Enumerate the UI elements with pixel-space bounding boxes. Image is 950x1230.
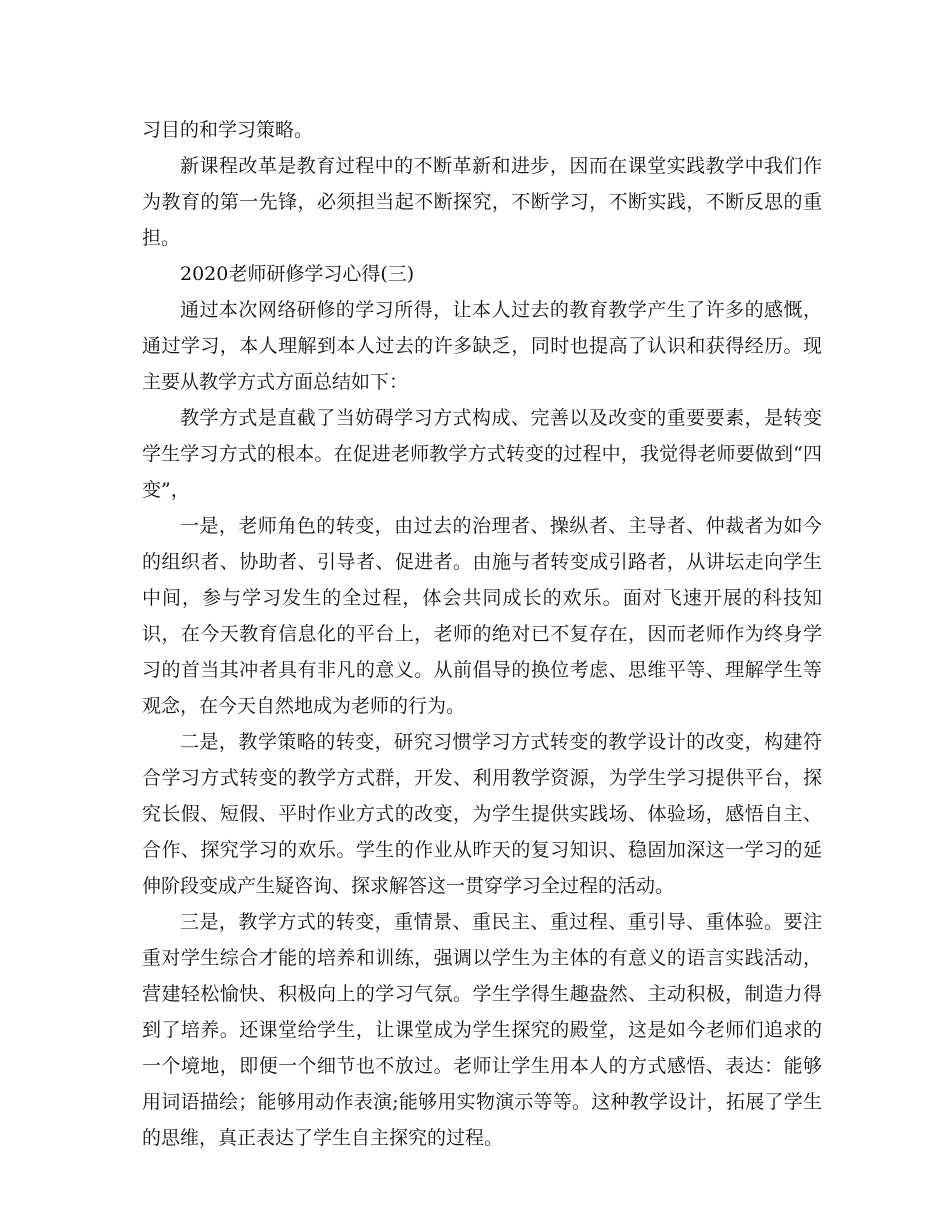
paragraph-teaching-method: 教学方式是直截了当妨碍学习方式构成、完善以及改变的重要要素，是转变学生学习方式的根本。在促进老师教学方式转变的过程中，我觉得老师要做到“四变”， bbox=[142, 407, 822, 501]
paragraph-third-change: 三是，教学方式的转变，重情景、重民主、重过程、重引导、重体验。要注重对学生综合才能的培养和训练，强调以学生为主体的有意义的语言实践活动，营建轻松愉快、积极向上的学习气氛。学生学得生趣盎然、主动积极，制造力得到了培养。还课堂给学生，让课堂成为学生探究的殿堂，这是如今老师们追求的一个境地，即便一个细节也不放过。老师让学生用本人的方式感悟、表达：能够用词语描绘；能够用动作表演;能够用实物演示等等。这种教学设计，拓展了学生的思维，真正表达了学生自主探究的过程。 bbox=[142, 911, 822, 1149]
paragraph-second-change: 二是，教学策略的转变，研究习惯学习方式转变的教学设计的改变，构建符合学习方式转变的教学方式群，开发、利用教学资源，为学生学习提供平台，探究长假、短假、平时作业方式的改变，为学生提供实践场、体验场，感悟自主、合作、探究学习的欢乐。学生的作业从昨天的复习知识、稳固加深这一学习的延伸阶段变成产生疑咨询、探求解答这一贯穿学习全过程的活动。 bbox=[142, 731, 822, 897]
paragraph-curriculum-reform: 新课程改革是教育过程中的不断革新和进步，因而在课堂实践教学中我们作为教育的第一先锋，必须担当起不断探究，不断学习，不断实践，不断反思的重担。 bbox=[142, 155, 822, 249]
paragraph-introduction: 通过本次网络研修的学习所得，让本人过去的教育教学产生了许多的感慨，通过学习，本人理解到本人过去的许多缺乏，同时也提高了认识和获得经历。现主要从教学方式方面总结如下： bbox=[142, 299, 822, 393]
paragraph-first-change: 一是，老师角色的转变，由过去的治理者、操纵者、主导者、仲裁者为如今的组织者、协助者、引导者、促进者。由施与者转变成引路者，从讲坛走向学生中间，参与学习发生的全过程，体会共同成长的欢乐。面对飞速开展的科技知识，在今天教育信息化的平台上，老师的绝对已不复存在，因而老师作为终身学习的首当其冲者具有非凡的意义。从前倡导的换位考虑、思维平等、理解学生等观念，在今天自然地成为老师的行为。 bbox=[142, 515, 822, 717]
section-heading: 2020老师研修学习心得(三) bbox=[180, 263, 415, 285]
paragraph-continuation: 习目的和学习策略。 bbox=[142, 119, 314, 141]
document-body bbox=[142, 112, 822, 1156]
